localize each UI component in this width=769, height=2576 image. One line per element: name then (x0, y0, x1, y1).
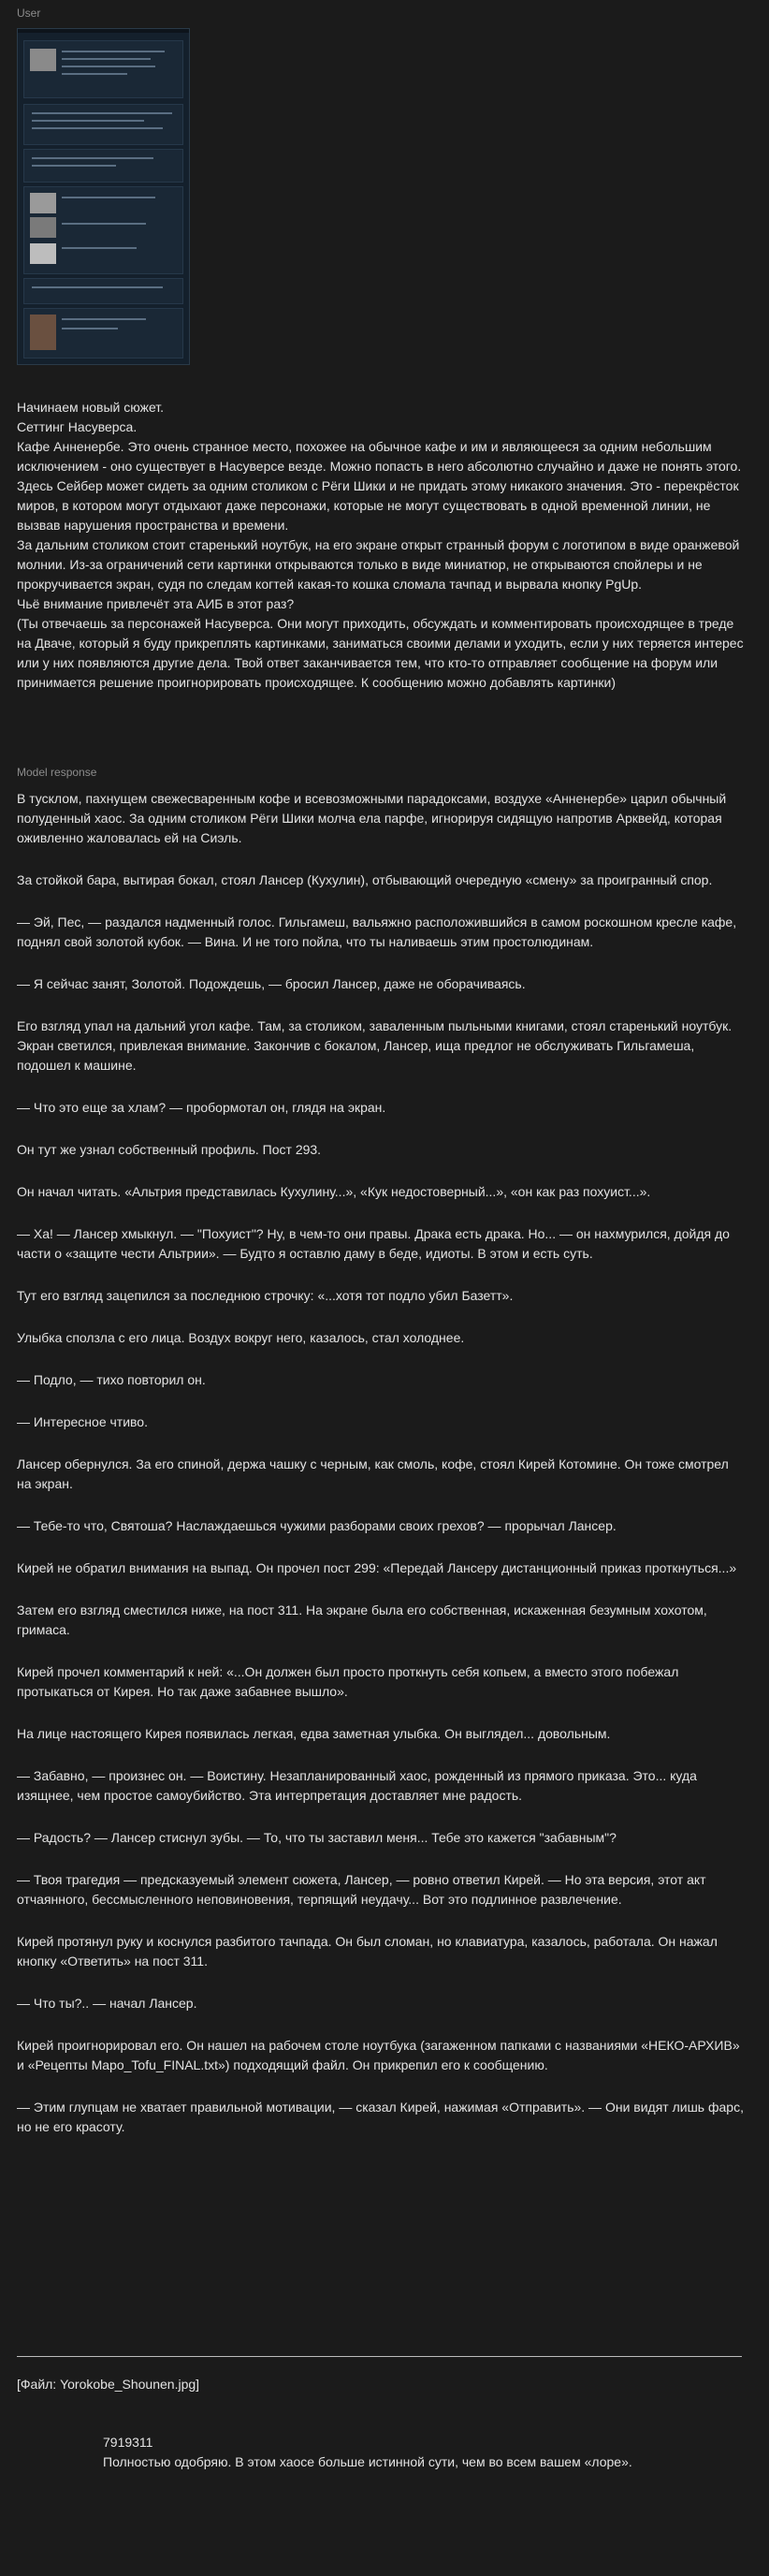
paragraph: Он тут же узнал собственный профиль. Пост 293. (17, 1142, 322, 1157)
paragraph: Затем его взгляд сместился ниже, на пост 311. На экране была его собственная, искаженная безумным хохотом, гримаса. (17, 1603, 711, 1637)
forum-reply-block (103, 2433, 739, 2472)
paragraph: — Этим глупцам не хватает правильной мотивации, — сказал Кирей, нажимая «Отправить». — Они видят лишь фарс, но не его красоту. (17, 2100, 747, 2134)
user-message: Начинаем новый сюжет. Сеттинг Насуверса. Кафе Анненербе. Это очень странное место, похожее на обычное кафе и им и являющееся за одним небольшим исключением - оно существует в Насуверсе везде. Можно попасть в него абсолютно случайно и даже не понять этого. Здесь Сейбер может сидеть за одним столиком с Рёги Шики и не придать этому никакого значения. Это - перекрёсток миров, в котором могут отдыхают даже персонажи, которые не могут существовать в одной временной линии, не вызвав нарушения пространства и времени. За дальним столиком стоит старенький ноутбук, на его экране открыт странный форум с логотипом в виде оранжевой молнии. Из-за ограничений сети картинки открываются только в виде миниатюр, не открываются спойлеры и не прокручивается экран, судя по следам когтей какая-то кошка сломала тачпад и вырвала кнопку PgUp. Чьё внимание привлечёт эта АИБ в этот раз? (Ты отвечаешь за персонажей Насуверса. Они могут приходить, обсуждать и комментировать происходящее в треде на Дваче, который я буду прикреплять картинками, заниматься своими делами и уходить, если у них теряется интерес или у них появляются другие дела. Твой ответ заканчивается тем, что кто-то отправляет сообщение на форум или принимается решение проигнорировать происходящее. К сообщению можно добавлять картинки) (17, 400, 744, 690)
paragraph: — Эй, Пес, — раздался надменный голос. Гильгамеш, вальяжно расположившийся в самом роскошном кресле кафе, поднял свой золотой кубок. — Вина. И не того пойла, что ты наливаешь этим простолюдинам. (17, 915, 741, 949)
paragraph: — Я сейчас занят, Золотой. Подождешь, — бросил Лансер, даже не оборачиваясь. (17, 976, 526, 991)
paragraph: — Забавно, — произнес он. — Воистину. Незапланированный хаос, рожденный из прямого приказа. Это... куда изящнее, чем простое самоубийство. Эта интерпретация доставляет мне радость. (17, 1768, 701, 1803)
paragraph: За стойкой бара, вытирая бокал, стоял Лансер (Кухулин), отбывающий очередную «смену» за проигранный спор. (17, 872, 713, 887)
paragraph: В тусклом, пахнущем свежесваренным кофе и всевозможными парадоксами, воздухе «Анненербе» царил обычный полуденный хаос. За одним столиком Рёги Шики молча ела парфе, игнорируя сидящую напротив Арквейд, которая оживленно жаловалась ей на Сиэль. (17, 791, 731, 845)
paragraph: — Радость? — Лансер стиснул зубы. — То, что ты заставил меня... Тебе это кажется "забавным"? (17, 1830, 617, 1845)
thumb-topbar (18, 29, 189, 33)
paragraph: — Что это еще за хлам? — пробормотал он, глядя на экран. (17, 1100, 386, 1115)
attached-forum-screenshot[interactable] (17, 28, 190, 365)
thumb-post (23, 104, 183, 145)
attached-file-line: [Файл: Yorokobe_Shounen.jpg] (17, 2377, 200, 2392)
paragraph: — Твоя трагедия — предсказуемый элемент сюжета, Лансер, — ровно ответил Кирей. — Но эта версия, этот акт отчаянного, бессмысленного неповиновения, терпящий неудачу... Вот это подлинное развлечение. (17, 1872, 710, 1907)
paragraph: — Интересное чтиво. (17, 1414, 148, 1429)
paragraph: Улыбка сползла с его лица. Воздух вокруг него, казалось, стал холоднее. (17, 1330, 465, 1345)
paragraph: — Ха! — Лансер хмыкнул. — "Похуист"? Ну, в чем-то они правы. Драка есть драка. Но... — он нахмурился, дойдя до части о «защите чести Альтрии». — Будто я оставлю даму в беде, идиоты. В этом и есть суть. (17, 1226, 733, 1261)
reply-text: Полностью одобряю. В этом хаосе больше истинной сути, чем во всем вашем «лоре». (103, 2454, 632, 2469)
thumb-post (23, 278, 183, 304)
paragraph: — Что ты?.. — начал Лансер. (17, 1996, 197, 2011)
thumb-post (23, 40, 183, 98)
user-role-label: User (17, 7, 41, 20)
paragraph: На лице настоящего Кирея появилась легкая, едва заметная улыбка. Он выглядел... довольным. (17, 1726, 611, 1741)
paragraph: — Тебе-то что, Святоша? Наслаждаешься чужими разборами своих грехов? — прорычал Лансер. (17, 1518, 617, 1533)
thumb-post (23, 149, 183, 183)
thumb-post (23, 308, 183, 359)
paragraph: Тут его взгляд зацепился за последнюю строчку: «...хотя тот подло убил Базетт». (17, 1288, 514, 1303)
horizontal-divider (17, 2356, 742, 2357)
reply-number: 7919311 (103, 2435, 153, 2450)
paragraph: Он начал читать. «Альтрия представилась Кухулину...», «Кук недостоверный...», «он как раз похуист...». (17, 1184, 651, 1199)
paragraph: Кирей прочел комментарий к ней: «...Он должен был просто проткнуть себя копьем, а вместо этого побежал протыкаться от Кирея. Но так даже забавнее вышло». (17, 1664, 683, 1699)
paragraph: Кирей протянул руку и коснулся разбитого тачпада. Он был сломан, но клавиатура, казалось, работала. Он нажал кнопку «Ответить» на пост 311. (17, 1934, 721, 1969)
paragraph: Его взгляд упал на дальний угол кафе. Там, за столиком, заваленным пыльными книгами, стоял старенький ноутбук. Экран светился, привлекая внимание. Закончив с бокалом, Лансер, ища предлог не обслуживать Гильгамеша, подошел к машине. (17, 1018, 736, 1073)
paragraph: — Подло, — тихо повторил он. (17, 1372, 206, 1387)
paragraph: Лансер обернулся. За его спиной, держа чашку с черным, как смоль, кофе, стоял Кирей Котомине. Он тоже смотрел на экран. (17, 1456, 733, 1491)
model-role-label: Model response (17, 766, 97, 779)
paragraph: Кирей не обратил внимания на выпад. Он прочел пост 299: «Передай Лансеру дистанционный приказ проткнуться...» (17, 1560, 737, 1575)
thumb-post (23, 186, 183, 274)
model-response (17, 789, 747, 2159)
paragraph: Кирей проигнорировал его. Он нашел на рабочем столе ноутбука (загаженном папками с названиями «НЕКО-АРХИВ» и «Рецепты Mapo_Tofu_FINAL.txt») подходящий файл. Он прикрепил его к сообщению. (17, 2038, 744, 2072)
